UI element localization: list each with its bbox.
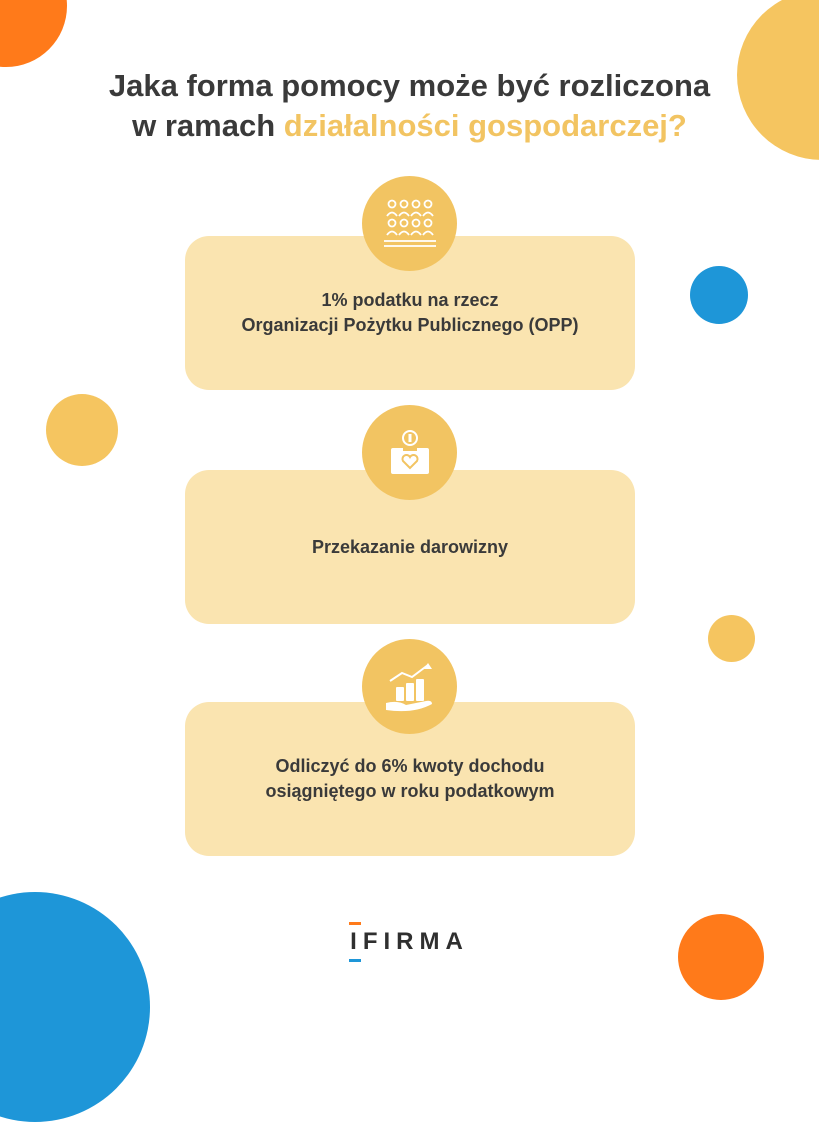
orange-blob-top-left [0, 0, 67, 67]
logo-rest: FIRMA [362, 928, 469, 955]
hand-coins-growth-icon [362, 639, 457, 734]
title-line-2-prefix: w ramach [132, 108, 284, 143]
card-deduction-text [265, 754, 554, 804]
card-deduction-line2: osiągniętego w roku podatkowym [265, 781, 555, 801]
card-opp-tax-line1: 1% podatku na rzecz [321, 290, 499, 310]
page-title [0, 66, 819, 146]
donation-box-icon [362, 405, 457, 500]
ifirma-logo [0, 928, 819, 956]
logo-letter-i: I [350, 928, 363, 955]
orange-blob-bottom-right [678, 914, 764, 1000]
yellow-dot-right [708, 615, 755, 662]
blue-dot-right [690, 266, 748, 324]
title-line-2 [0, 106, 819, 146]
title-accent: działalności gospodarczej? [283, 108, 687, 143]
card-deduction-line1: Odliczyć do 6% kwoty dochodu [275, 756, 545, 776]
title-line-1: Jaka forma pomocy może być rozliczona [108, 68, 711, 103]
yellow-dot-left [46, 394, 118, 466]
card-opp-tax-text [241, 288, 578, 338]
audience-icon [362, 176, 457, 271]
blue-blob-bottom-left [0, 892, 150, 1122]
card-donation-line1: Przekazanie darowizny [311, 536, 509, 557]
card-opp-tax-line2: Organizacji Pożytku Publicznego (OPP) [241, 315, 579, 335]
card-donation-text [312, 535, 508, 560]
